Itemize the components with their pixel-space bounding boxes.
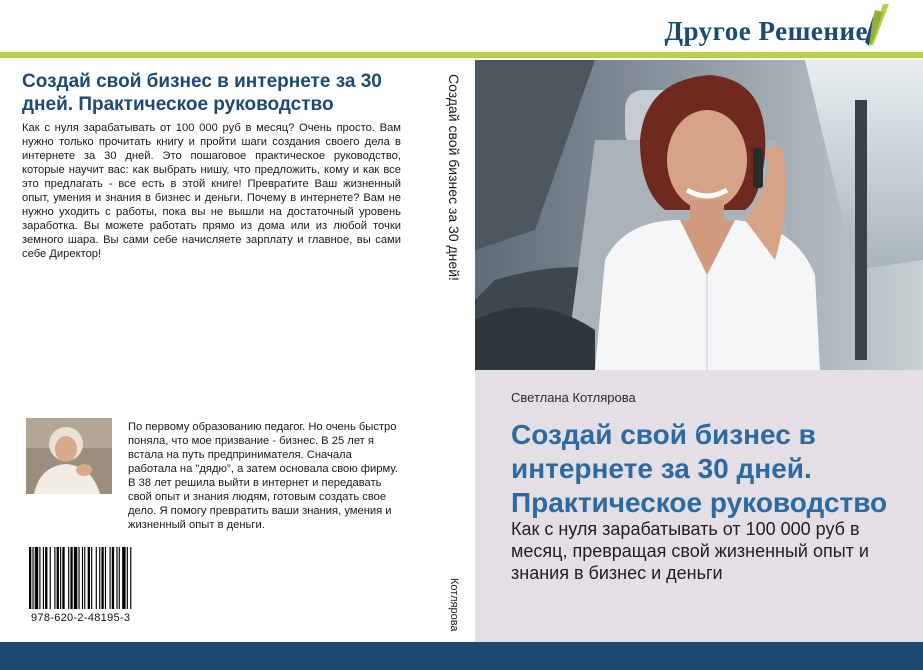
front-cover-title: Создай свой бизнес в интернете за 30 дней. Практическое руководство: [511, 419, 888, 518]
front-cover-subtitle: Как с нуля зарабатывать от 100 000 руб в месяц, превращая свой жизненный опыт и знания в бизнес и деньги: [511, 519, 869, 583]
back-cover-title: Создай свой бизнес в интернете за 30 дней. Практическое руководство: [22, 71, 382, 115]
spine-title: Создай свой бизнес за 30 дней!: [446, 74, 462, 281]
front-cover-photo: [475, 60, 923, 370]
spine-author: Котлярова: [448, 578, 460, 632]
book-spine: [433, 60, 475, 642]
front-cover-author: Светлана Котлярова: [511, 390, 636, 405]
back-cover-description: Как с нуля зарабатывать от 100 000 руб в месяц? Очень просто. Вам нужно только прочитать книгу и пройти шаги создания своего дела в интернете за 30 дней. Это пошаговое практическое руководство, которые научит вас: как выбрать нишу, что предложить, кому и как все это предлагать - все есть в этой книге! Превратите Ваш жизненный опыт, умения и знания в бизнес и деньги. Почему в интернете? Вам не нужно уходить с работы, пока вы не вышли на достаточный уровень заработка. Вы можете работать прямо из дома или из любой точки земного шара. Вы сами себе начисляете зарплату и главное, вы сами себе Директор!: [22, 122, 401, 260]
bottom-strip: [0, 642, 923, 670]
publisher-logo-leaf-icon: [853, 2, 893, 50]
barcode-icon: [29, 547, 169, 609]
isbn-number: 978-620-2-48195-3: [31, 612, 131, 624]
top-header-strip: [0, 0, 923, 60]
author-bio: По первому образованию педагог. Но очень быстро поняла, что мое призвание - бизнес. В 25 лет я встала на путь предпринимателя. Сначала работала на "дядю", а затем основала свою фирму. В 38 лет решила выйти в интернет и передавать свой опыт и знания людям, готовым создать свое дело. Я помогу превратить ваши знания, умения и жизненный опыт в деньги.: [128, 421, 398, 531]
front-cover-panel: [475, 370, 923, 642]
publisher-logo-text: Другое Решение: [664, 16, 868, 46]
green-divider-line: [0, 52, 923, 58]
author-photo: [26, 418, 112, 494]
